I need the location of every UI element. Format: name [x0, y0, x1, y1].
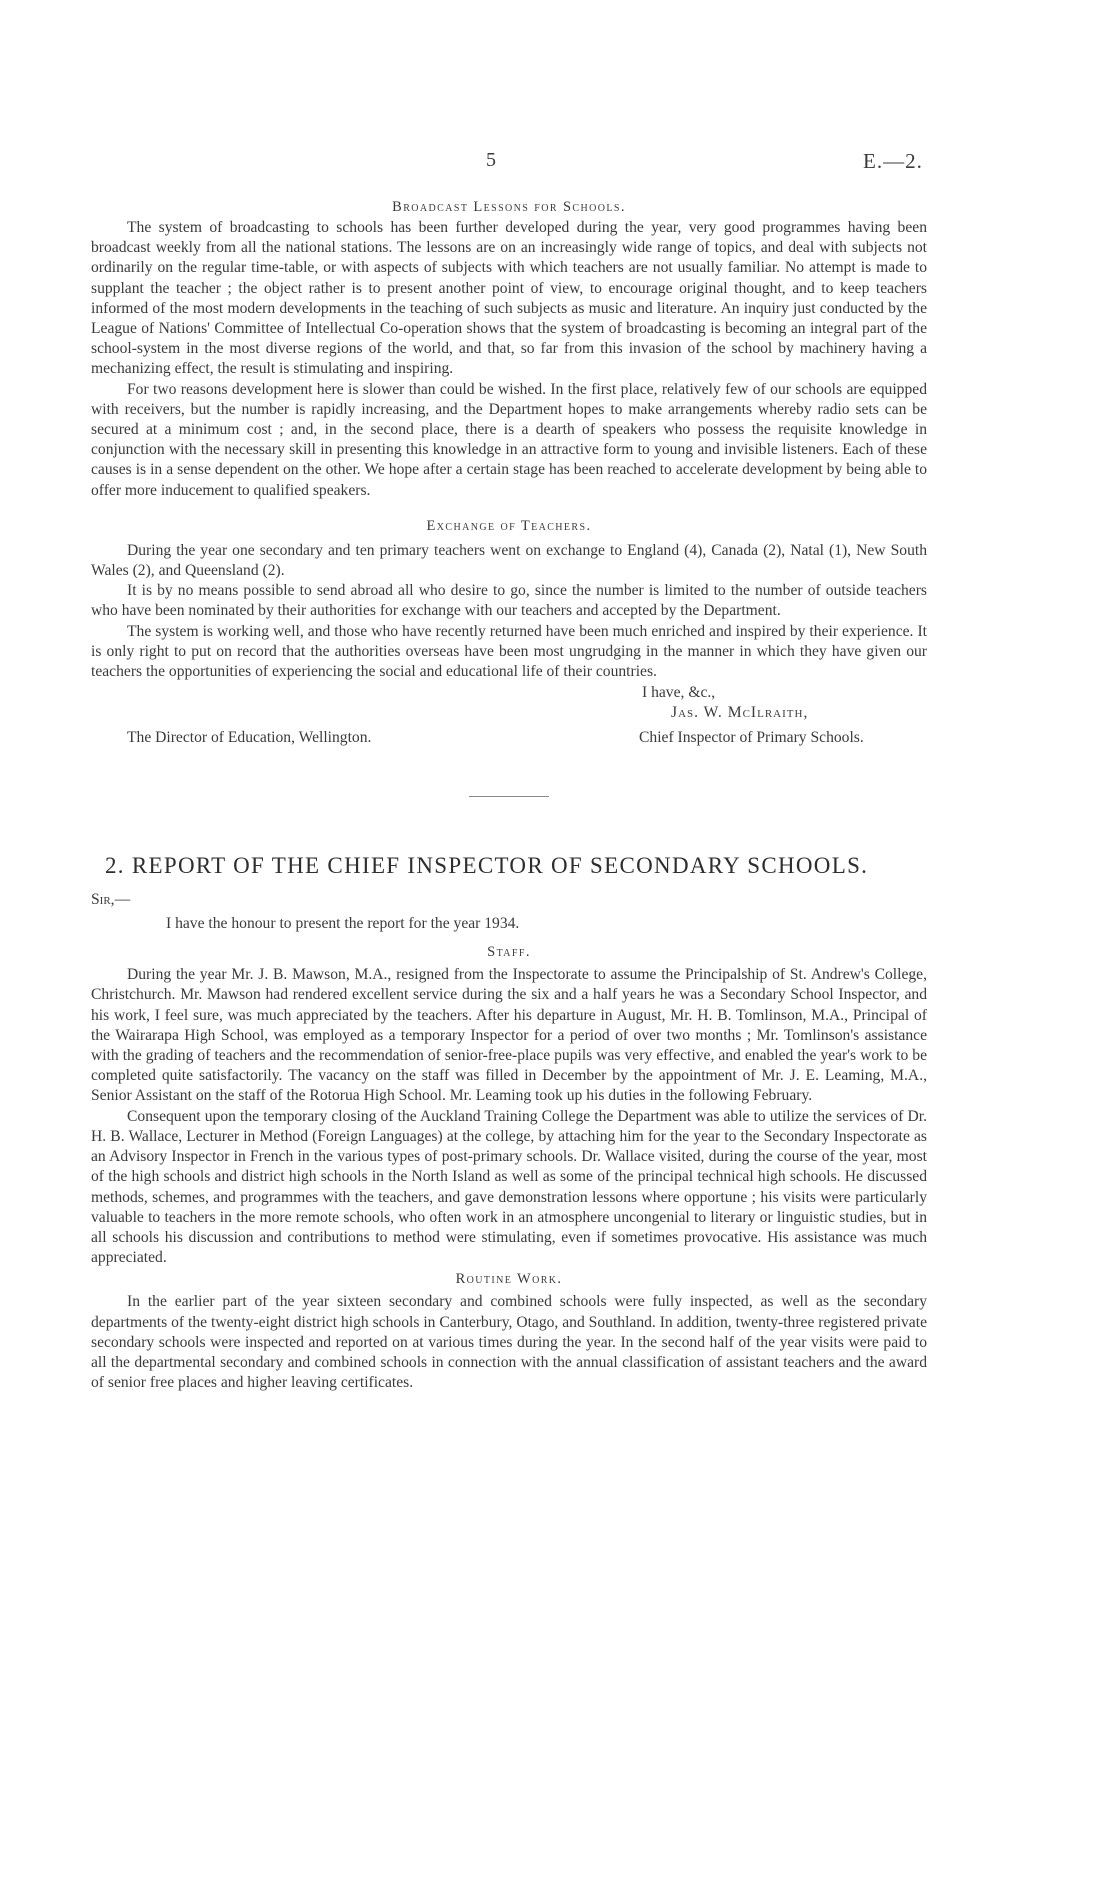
- paragraph: The system of broadcasting to schools has been further developed during the year, very good programmes having been broadcast weekly from all the national stations. The lessons are on an increasingly wide range of topics, and deal with subjects not ordinarily on the regular time-table, or with aspects of subjects with which teachers are not usually familiar. No attempt is made to supplant the teacher ; the object rather is to present another point of view, to encourage original thought, and to keep teachers informed of the most modern developments in the teaching of such subjects as music and literature. An inquiry just conducted by the League of Nations' Committee of Intellectual Co-operation shows that the system of broadcasting is becoming an integral part of the school-system in the most diverse regions of the world, and that, so far from this invasion of the school by machinery having a mechanizing effect, the result is stimulating and inspiring.: [91, 219, 927, 378]
- signer-name: Jas. W. McIlraith,: [671, 704, 809, 722]
- paragraph: In the earlier part of the year sixteen secondary and combined schools were fully inspected, as well as the secondary departments of the twenty-eight district high schools in Canterbury, Otago, and Southland. In addition, twenty-three registered private secondary schools were inspected and reported on at various times during the year. In the second half of the year visits were paid to all the departmental secondary and combined schools in connection with the annual classification of assistant teachers and the award of senior free places and higher leaving certificates.: [91, 1293, 927, 1392]
- salutation: Sir,—: [91, 891, 131, 909]
- section-heading-routine: Routine Work.: [455, 1271, 563, 1288]
- signer-role: Chief Inspector of Primary Schools.: [639, 729, 864, 747]
- paragraph: During the year Mr. J. B. Mawson, M.A., resigned from the Inspectorate to assume the Principalship of St. Andrew's College, Christchurch. Mr. Mawson had rendered excellent service during the six and a half years he was a Secondary School Inspector, and his work, I feel sure, was much appreciated by the teachers. After his departure in August, Mr. H. B. Tomlinson, M.A., Principal of the Wairarapa High School, was employed as a temporary Inspector for a period of over two months ; Mr. Tomlinson's assistance with the grading of teachers and the recommendation of senior-free-place pupils was very effective, and enabled the year's work to be completed quite satisfactorily. The vacancy on the staff was filled in December by the appointment of Mr. J. E. Leaming, M.A., Senior Assistant on the staff of the Rotorua High School. Mr. Leaming took up his duties in the following February.: [91, 966, 927, 1105]
- paragraph: The system is working well, and those who have recently returned have been much enriched and inspired by their experience. It is only right to put on record that the authorities overseas have been most ungrudging in the manner in which they have given our teachers the opportunities of experiencing the social and educational life of their countries.: [91, 622, 927, 681]
- report-intro: I have the honour to present the report for the year 1934.: [166, 915, 520, 933]
- addressee: The Director of Education, Wellington.: [127, 729, 372, 747]
- paragraph: During the year one secondary and ten primary teachers went on exchange to England (4), Canada (2), Natal (1), New South Wales (2), and Queensland (2).: [91, 541, 927, 580]
- document-code: E.—2.: [863, 149, 923, 173]
- section-heading-exchange: Exchange of Teachers.: [426, 517, 592, 534]
- signoff-greeting: I have, &c.,: [642, 684, 716, 702]
- paragraph: It is by no means possible to send abroad all who desire to go, since the number is limited to the number of outside teachers who have been nominated by their authorities for exchange with our teachers and accepted by the Department.: [91, 582, 927, 620]
- report-title: 2. REPORT OF THE CHIEF INSPECTOR OF SECONDARY SCHOOLS.: [105, 853, 869, 879]
- page-body: [91, 196, 927, 1393]
- paragraph: Consequent upon the temporary closing of the Auckland Training College the Department was able to utilize the services of Dr. H. B. Wallace, Lecturer in Method (Foreign Languages) at the college, by attaching him for the year to the Secondary Inspectorate as an Advisory Inspector in French in the various types of post-primary schools. Dr. Wallace visited, during the course of the year, most of the high schools and district high schools in the North Island as well as some of the principal technical high schools. He discussed methods, schemes, and programmes with the teachers, and gave demonstration lessons where opportune ; his visits were particularly valuable to teachers in the more remote schools, who often work in an atmosphere uncongenial to literary or linguistic studies, but in all schools his discussion and contributions to method were stimulating, even if sometimes provocative. His assistance was much appreciated.: [91, 1107, 927, 1267]
- section-heading-staff: Staff.: [487, 944, 531, 961]
- page-number: 5: [486, 149, 496, 171]
- section-divider: [469, 796, 549, 797]
- paragraph: For two reasons development here is slower than could be wished. In the first place, relatively few of our schools are equipped with receivers, but the number is rapidly increasing, and the Department hopes to make arrangements whereby radio sets can be secured at a minimum cost ; and, in the second place, there is a dearth of speakers who possess the requisite knowledge in conjunction with the necessary skill in presenting this knowledge in an attractive form to young and invisible listeners. Each of these causes is in a sense dependent on the other. We hope after a certain stage has been reached to accelerate development by being able to offer more inducement to qualified speakers.: [91, 380, 927, 499]
- section-heading-broadcast: Broadcast Lessons for Schools.: [392, 199, 626, 215]
- signoff-block: [91, 682, 927, 754]
